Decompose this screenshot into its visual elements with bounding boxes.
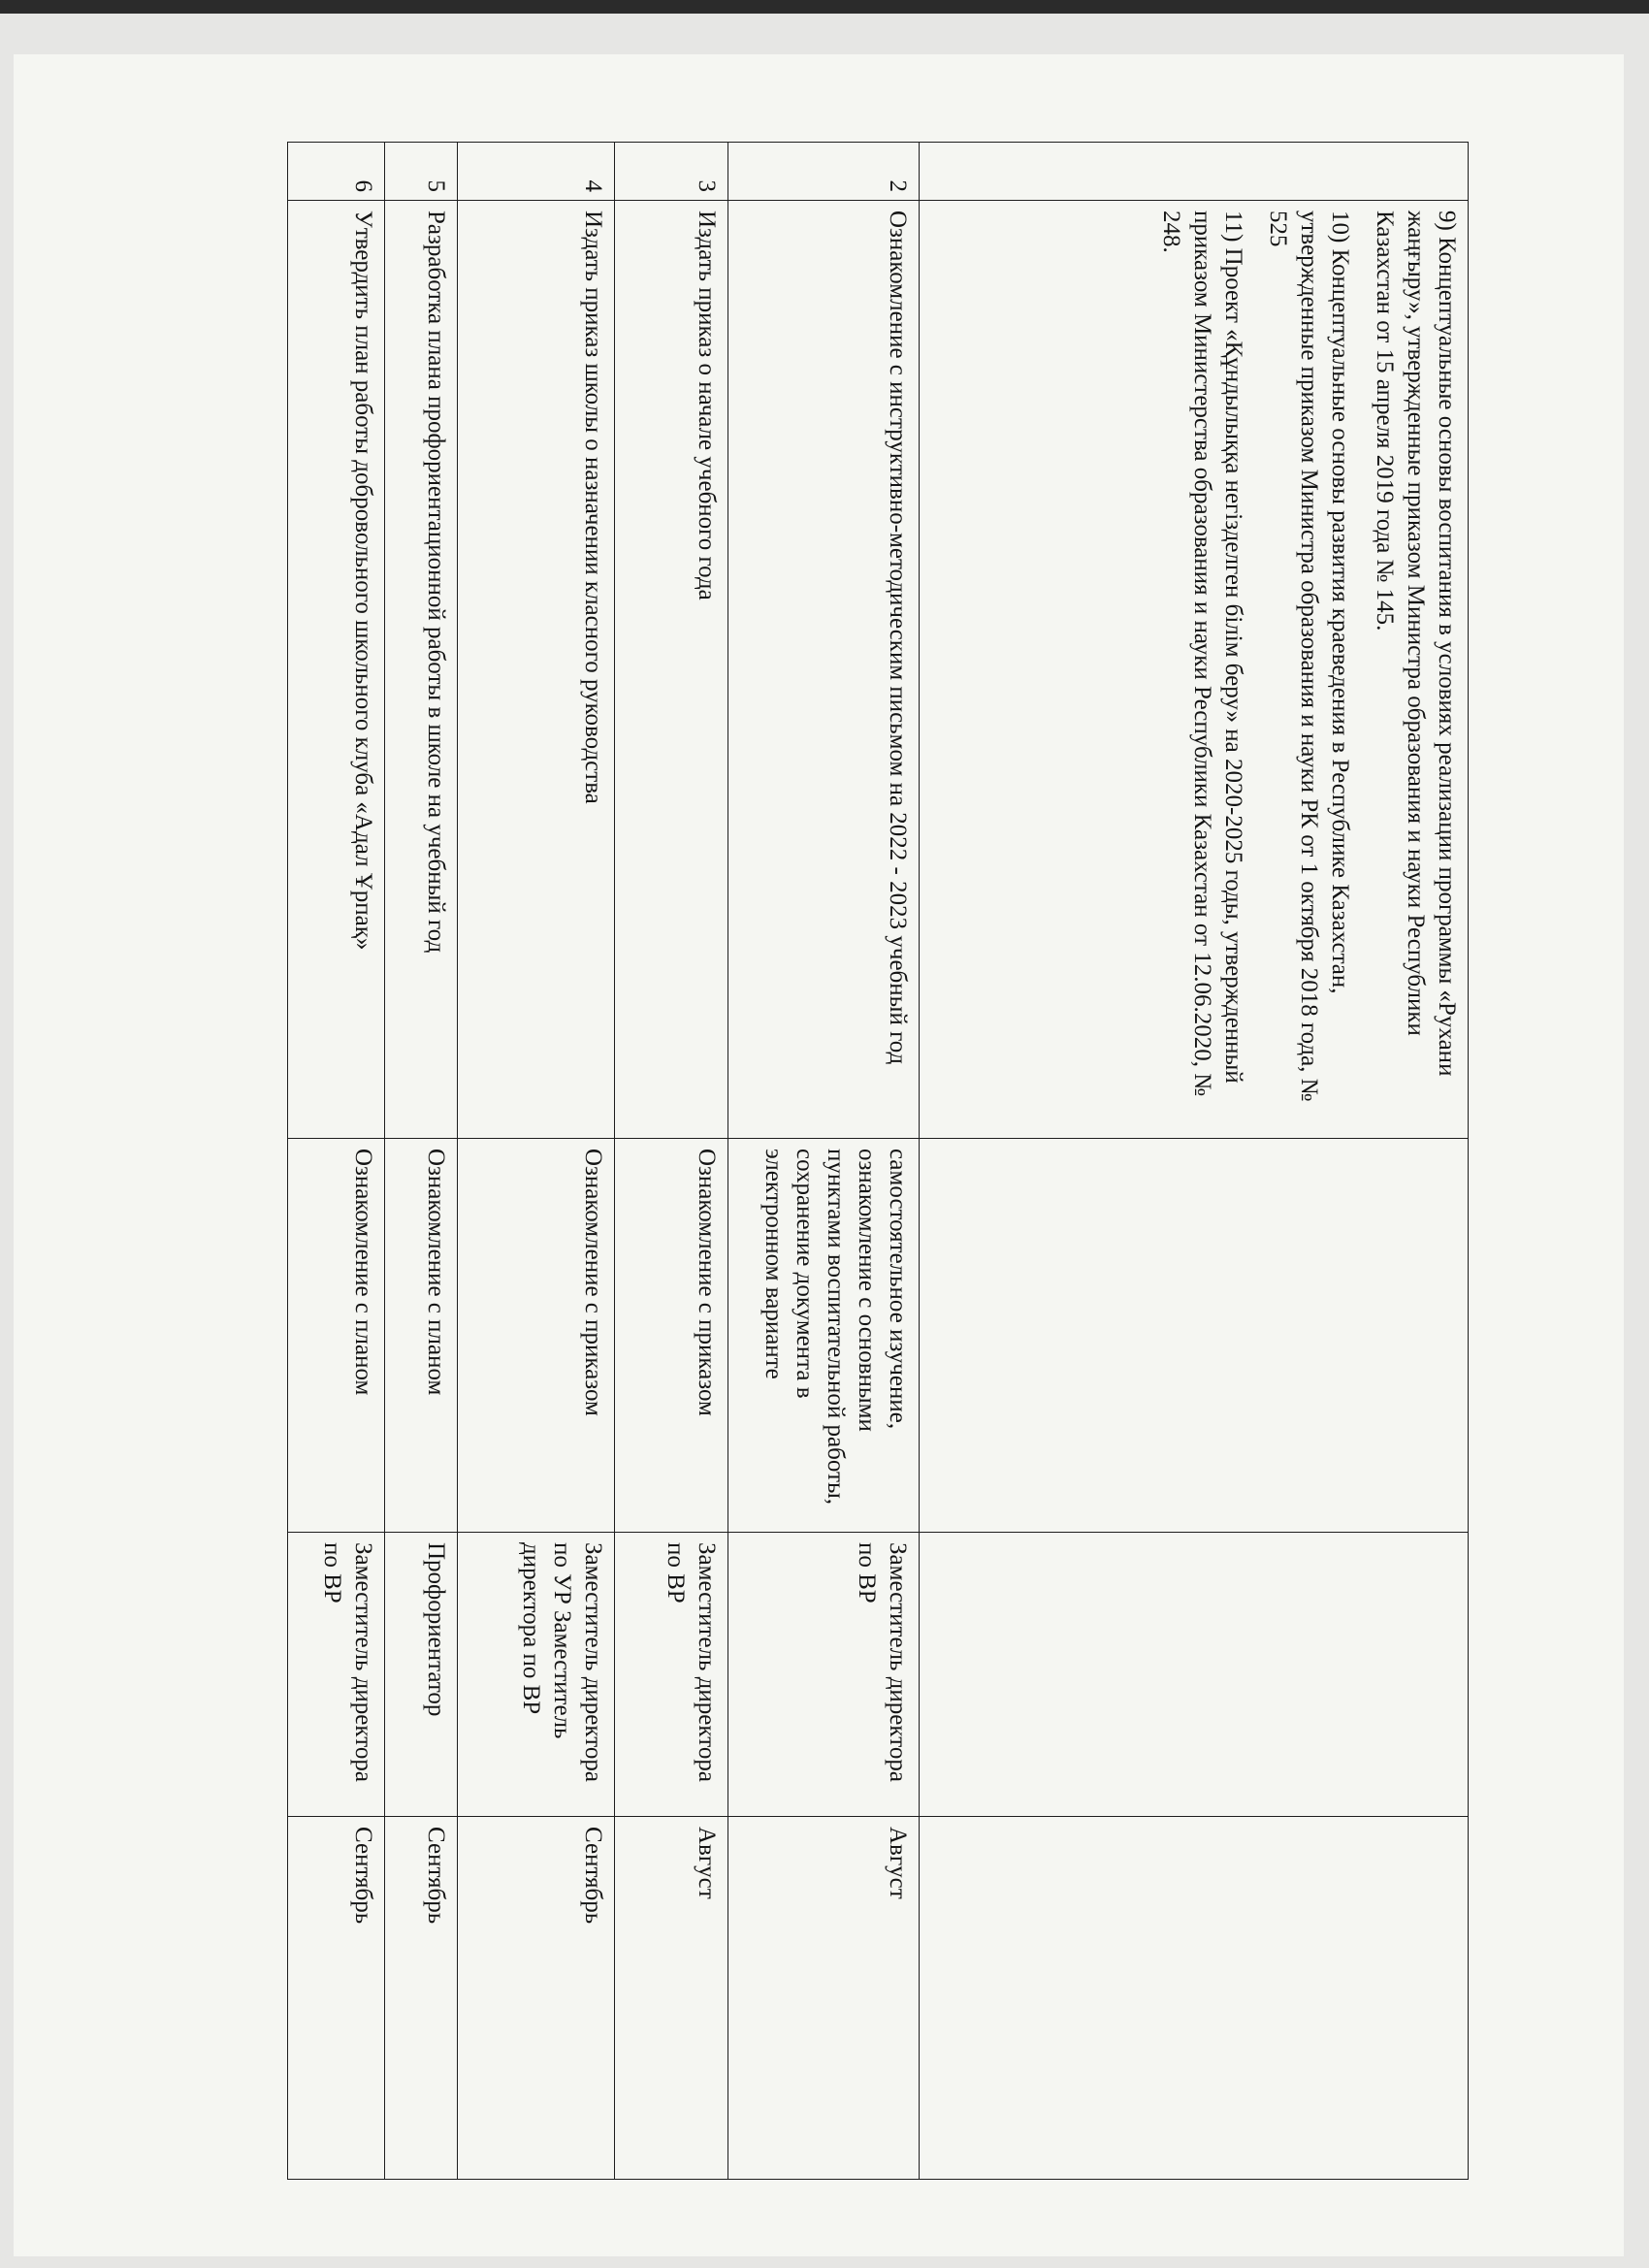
term-cell: Август bbox=[615, 1817, 728, 2180]
event-cell: Издать приказ о начале учебного года bbox=[615, 201, 728, 1139]
form-cell: Ознакомление с планом bbox=[385, 1139, 458, 1533]
plan-table bbox=[287, 142, 1469, 2180]
scan-top-edge bbox=[0, 0, 1649, 14]
document-item-9: 9) Концептуальные основы воспитания в условиях реализации программы «Рухани жаңғыру», утвержденные приказом Министра образования и науки Республики Казахстан от 15 апреля 2019 года № 145. bbox=[1372, 211, 1460, 1077]
responsible-cell: Заместитель директора по ВР bbox=[615, 1533, 728, 1817]
responsible-cell: Заместитель директора по УР Заместитель директора по ВР bbox=[458, 1533, 615, 1817]
row-number: 4 bbox=[458, 143, 615, 201]
event-cell: Издать приказ школы о назначении класного руководства bbox=[458, 201, 615, 1139]
number-cell bbox=[920, 143, 1469, 201]
row-number: 2 bbox=[728, 143, 920, 201]
document-item-11: 11) Проект «Құндылыққа негізделген білім беру» на 2020-2025 годы, утвержденный приказом Министерства образования и науки Республики Казахстан от 12.06.2020, № 248. bbox=[1158, 211, 1246, 1097]
normative-documents-cell bbox=[920, 201, 1469, 1139]
responsible-cell: Профориентатор bbox=[385, 1533, 458, 1817]
table-row bbox=[920, 143, 1469, 2180]
term-cell: Сентябрь bbox=[458, 1817, 615, 2180]
form-cell bbox=[920, 1139, 1469, 1533]
form-cell: Ознакомление с приказом bbox=[615, 1139, 728, 1533]
term-cell: Сентябрь bbox=[288, 1817, 385, 2180]
responsible-cell: Заместитель директора по ВР bbox=[288, 1533, 385, 1817]
term-cell: Сентябрь bbox=[385, 1817, 458, 2180]
table-row bbox=[615, 143, 728, 2180]
row-number: 5 bbox=[385, 143, 458, 201]
scanned-page bbox=[14, 54, 1624, 2256]
rotated-page-content bbox=[14, 54, 1624, 2256]
form-cell: Ознакомление с планом bbox=[288, 1139, 385, 1533]
document-item-10: 10) Концептуальные основы развития краеведения в Республике Казахстан, утвержденные приказом Министра образования и науки РК от 1 октября 2018 года, № 525 bbox=[1265, 211, 1353, 1102]
responsible-cell bbox=[920, 1533, 1469, 1817]
table-row bbox=[458, 143, 615, 2180]
event-cell: Разработка плана профориентационной работы в школе на учебный год bbox=[385, 201, 458, 1139]
row-number: 6 bbox=[288, 143, 385, 201]
table-row bbox=[728, 143, 920, 2180]
form-cell: Ознакомление с приказом bbox=[458, 1139, 615, 1533]
event-cell: Утвердить план работы добровольного школьного клуба «Адал Ұрпақ» bbox=[288, 201, 385, 1139]
term-cell bbox=[920, 1817, 1469, 2180]
form-cell: самостоятельное изучение, ознакомление с основными пунктами воспитательной работы, сохранение документа в электронном варианте bbox=[728, 1139, 920, 1533]
row-number: 3 bbox=[615, 143, 728, 201]
term-cell: Август bbox=[728, 1817, 920, 2180]
table-row bbox=[288, 143, 385, 2180]
table-row bbox=[385, 143, 458, 2180]
event-cell: Ознакомление с инструктивно-методическим письмом на 2022 - 2023 учебный год bbox=[728, 201, 920, 1139]
responsible-cell: Заместитель директора по ВР bbox=[728, 1533, 920, 1817]
